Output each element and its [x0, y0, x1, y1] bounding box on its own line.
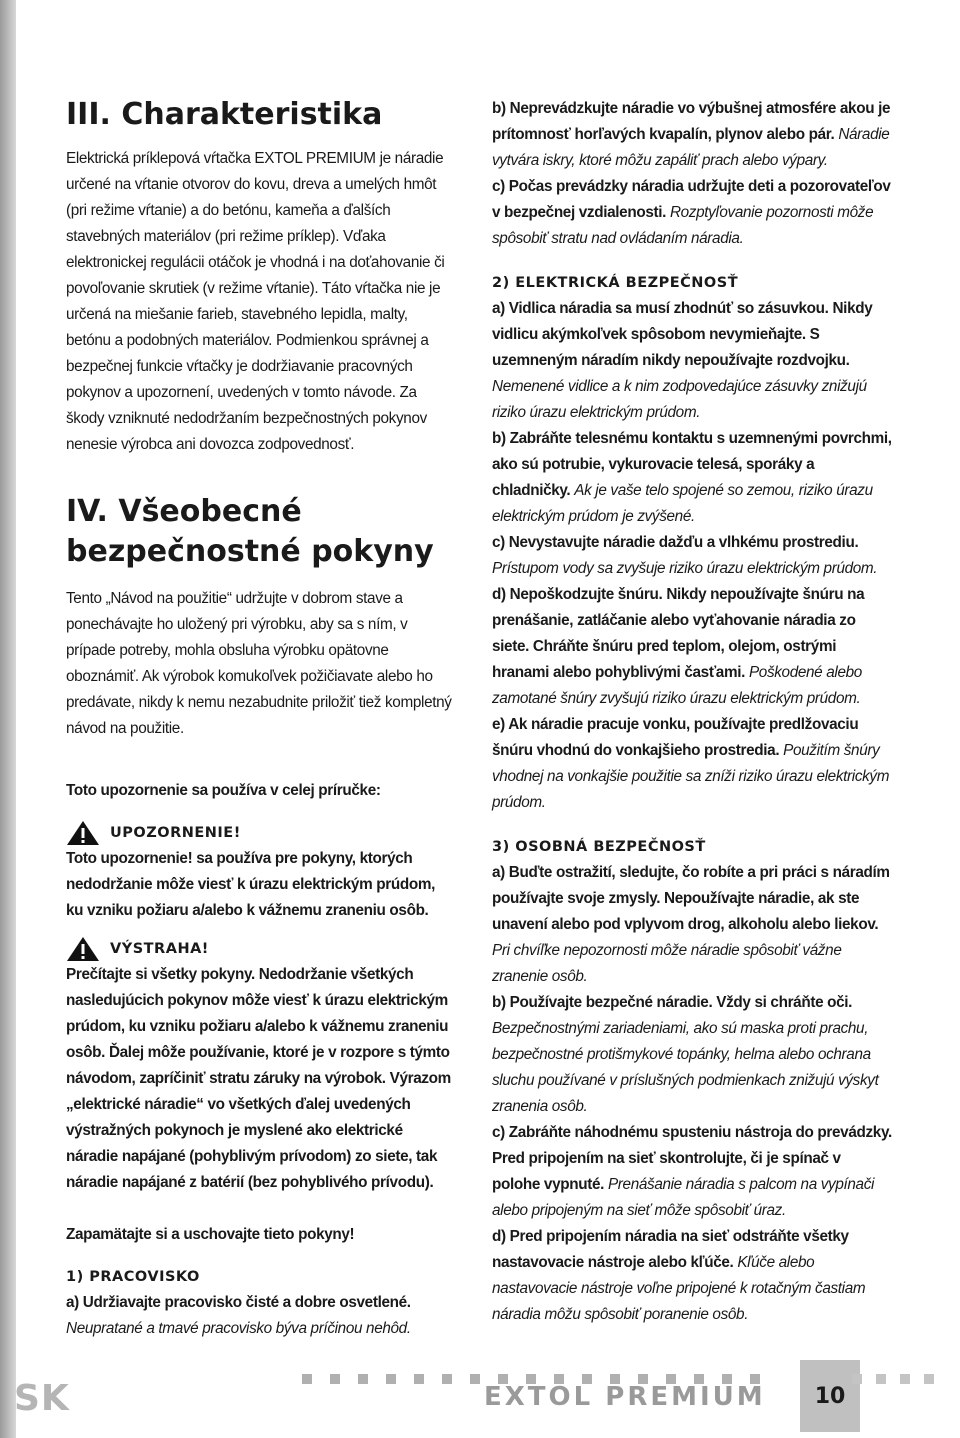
osobna-a-bold: a) Buďte ostražití, sledujte, čo robíte a pri práci s náradím používajte svoje zmysly. Nepoužívajte náradie, ak ste unavení alebo pod vplyvom drog, alkoholu alebo liekov. — [492, 864, 890, 933]
vystraha-heading — [66, 936, 454, 962]
section4-intro: Tento „Návod na použitie“ udržujte v dobrom stave a ponechávajte ho uložený pri výrobku, aby sa s ním, v prípade potreby, mohla obsluha výrobku opätovne oboznámiť. Ak výrobok komukoľvek požičiavate alebo ho predávate, nikdy k nemu nezabudnite priložiť tiež kompletný návod na použitie. — [66, 590, 452, 737]
elektricka-b-italic: Ak je vaše telo spojené so zemou, riziko úrazu elektrickým prúdom je zvýšené. — [492, 482, 873, 525]
osobna-c-italic: Prenášanie náradia s palcom na vypínači alebo pripojeným na sieť môže spôsobiť úraz. — [492, 1176, 875, 1219]
elektricka-d-italic: Poškodené alebo zamotané šnúry zvyšujú riziko úrazu elektrickým prúdom. — [492, 664, 862, 707]
pracovisko-b-bold: b) Neprevádzkujte náradie vo výbušnej atmosfére akou je prítomnosť horľavých kvapalín, plynov alebo pár. — [492, 100, 891, 143]
footer-decor-squares-right — [852, 1374, 934, 1384]
osobna-a-italic: Pri chvíľke nepozornosti môže náradie spôsobiť vážne zranenie osôb. — [492, 942, 842, 985]
osobna-d-italic: Kľúče alebo nastavovacie nástroje voľne pripojené k rotačným častiam náradia môžu spôsobiť poranenie osôb. — [492, 1254, 866, 1323]
elektricka-c — [492, 530, 892, 582]
elektricka-d — [492, 582, 892, 712]
pracovisko-c-italic: Rozptyľovanie pozornosti môže spôsobiť stratu nad ovládaním náradia. — [492, 204, 874, 247]
page-number: 10 — [800, 1360, 860, 1432]
upozornenie-heading — [66, 820, 454, 846]
pracovisko-a — [66, 1290, 454, 1342]
pracovisko-b-italic: Náradie vytvára iskry, ktoré môžu zapáliť prach alebo výpary. — [492, 126, 890, 169]
decor-square — [852, 1374, 862, 1384]
pracovisko-a-bold: a) Udržiavajte pracovisko čisté a dobre osvetlené. — [66, 1294, 411, 1311]
decor-square — [386, 1374, 396, 1384]
section3-body: Elektrická príklepová vŕtačka EXTOL PREMIUM je náradie určené na vŕtanie otvorov do kovu, dreva a umelých hmôt (pri režime vŕtanie) a do betónu, kameňa a ďalších stavebných materiálov (pri režime príklep). Vďaka elektronickej regulácii otáčok je vhodná i na doťahovanie či povoľovanie skrutiek (v režime vŕtanie). Táto vŕtačka nie je určená na miešanie farieb, stavebného lepidla, malty, betónu a podobných materiálov. Podmienkou správnej a bezpečnej funkcie vŕtačky je dodržiavanie pracovných pokynov a upozornení, uvedených v tomto návode. Za škody vzniknuté nedodržaním bezpečnostných pokynov nenesie výrobca ani dovozca zodpovednosť. — [66, 150, 445, 453]
elektricka-d-bold: d) Nepoškodzujte šnúru. Nikdy nepoužívajte šnúru na prenášanie, zatláčanie alebo vyťahovanie náradia zo siete. Chráňte šnúru pred teplom, olejom, ostrými hranami alebo pohyblivými časťami. — [492, 586, 865, 681]
osobna-b-bold: b) Používajte bezpečné náradie. Vždy si chráňte oči. — [492, 994, 853, 1011]
elektricka-e-italic: Použitím šnúry vhodnej na vonkajšie použitie sa zníži riziko úrazu elektrickým prúdom. — [492, 742, 890, 811]
language-code: SK — [14, 1378, 70, 1419]
elektricka-a-bold: a) Vidlica náradia sa musí zhodnúť so zásuvkou. Nikdy vidlicu akýmkoľvek spôsobom nevymieňajte. S uzemneným náradím nikdy nepoužívajte rozdvojku. — [492, 300, 873, 369]
section4-title: IV. Všeobecné bezpečnostné pokyny — [66, 494, 434, 569]
osobna-title: 3) OSOBNÁ BEZPEČNOSŤ — [492, 839, 706, 855]
elektricka-c-italic: Prístupom vody sa zvyšuje riziko úrazu elektrickým prúdom. — [492, 560, 878, 577]
right-column — [492, 96, 892, 1328]
pracovisko-a-italic: Neupratané a tmavé pracovisko býva príčinou nehôd. — [66, 1320, 411, 1337]
pracovisko-c-bold: c) Počas prevádzky náradia udržujte deti a pozorovateľov v bezpečnej vzdialenosti. — [492, 178, 891, 221]
decor-square — [302, 1374, 312, 1384]
pracovisko-title: 1) PRACOVISKO — [66, 1269, 200, 1285]
section3-title: III. Charakteristika — [66, 97, 383, 132]
osobna-a — [492, 860, 892, 990]
elektricka-b-bold: b) Zabráňte telesnému kontaktu s uzemnenými povrchmi, ako sú potrubie, vykurovacie telesá, sporáky a chladničky. — [492, 430, 892, 499]
elektricka-e-bold: e) Ak náradie pracuje vonku, používajte predlžovaciu šnúru vhodnú do vonkajšieho prostredia. — [492, 716, 859, 759]
left-column — [66, 96, 454, 1342]
manual-note: Toto upozornenie sa používa v celej príručke: — [66, 782, 381, 799]
pracovisko-c — [492, 174, 892, 252]
osobna-c-bold: c) Zabráňte náhodnému spusteniu nástroja do prevádzky. Pred pripojením na sieť skontrolujte, či je spínač v polohe vypnuté. — [492, 1124, 892, 1193]
osobna-d-bold: d) Pred pripojením náradia na sieť odstráňte všetky nastavovacie nástroje alebo kľúče. — [492, 1228, 849, 1271]
osobna-c — [492, 1120, 892, 1224]
osobna-b — [492, 990, 892, 1120]
upozornenie-label: UPOZORNENIE! — [110, 825, 241, 841]
warning-icon — [66, 820, 100, 846]
elektricka-c-bold: c) Nevystavujte náradie dažďu a vlhkému prostrediu. — [492, 534, 859, 551]
warning-icon — [66, 936, 100, 962]
elektricka-b — [492, 426, 892, 530]
elektricka-title: 2) ELEKTRICKÁ BEZPEČNOSŤ — [492, 275, 739, 291]
osobna-b-italic: Bezpečnostnými zariadeniami, ako sú maska proti prachu, bezpečnostné protišmykové topánky, helma alebo ochrana sluchu používané v príslušných podmienkach znižujú výskyt zranenia osôb. — [492, 1020, 879, 1115]
decor-square — [414, 1374, 424, 1384]
decor-square — [442, 1374, 452, 1384]
osobna-d — [492, 1224, 892, 1328]
elektricka-a-italic: Nemenené vidlice a k nim zodpovedajúce zásuvky znižujú riziko úrazu elektrickým prúdom. — [492, 378, 867, 421]
decor-square — [900, 1374, 910, 1384]
vystraha-label: VÝSTRAHA! — [110, 941, 209, 957]
pracovisko-b — [492, 96, 892, 174]
vystraha-text: Prečítajte si všetky pokyny. Nedodržanie všetkých nasledujúcich pokynov môže viesť k úrazu elektrickým prúdom, ku vzniku požiaru a/alebo k vážnemu zraneniu osôb. Ďalej môže používanie, ktoré je v rozpore s týmto návodom, zapríčiniť stratu záruky na výrobok. Výrazom „elektrické náradie“ vo všetkých ďalej uvedených výstražných pokynoch je myslené ako elektrické náradie napájané (pohyblivým prívodom) zo siete, tak náradie napájané z batérií (bez pohyblivého prívodu). — [66, 966, 451, 1191]
decor-square — [330, 1374, 340, 1384]
brand-logo: EXTOL PREMIUM — [484, 1382, 766, 1412]
decor-square — [358, 1374, 368, 1384]
decor-square — [924, 1374, 934, 1384]
decor-square — [876, 1374, 886, 1384]
page-edge-strip — [0, 0, 16, 1438]
elektricka-e — [492, 712, 892, 816]
decor-square — [470, 1374, 480, 1384]
remember-note: Zapamätajte si a uschovajte tieto pokyny! — [66, 1226, 355, 1243]
upozornenie-text: Toto upozornenie! sa používa pre pokyny, ktorých nedodržanie môže viesť k úrazu elektrickým prúdom, ku vzniku požiaru a/alebo k vážnemu zraneniu osôb. — [66, 850, 435, 919]
elektricka-a — [492, 296, 892, 426]
